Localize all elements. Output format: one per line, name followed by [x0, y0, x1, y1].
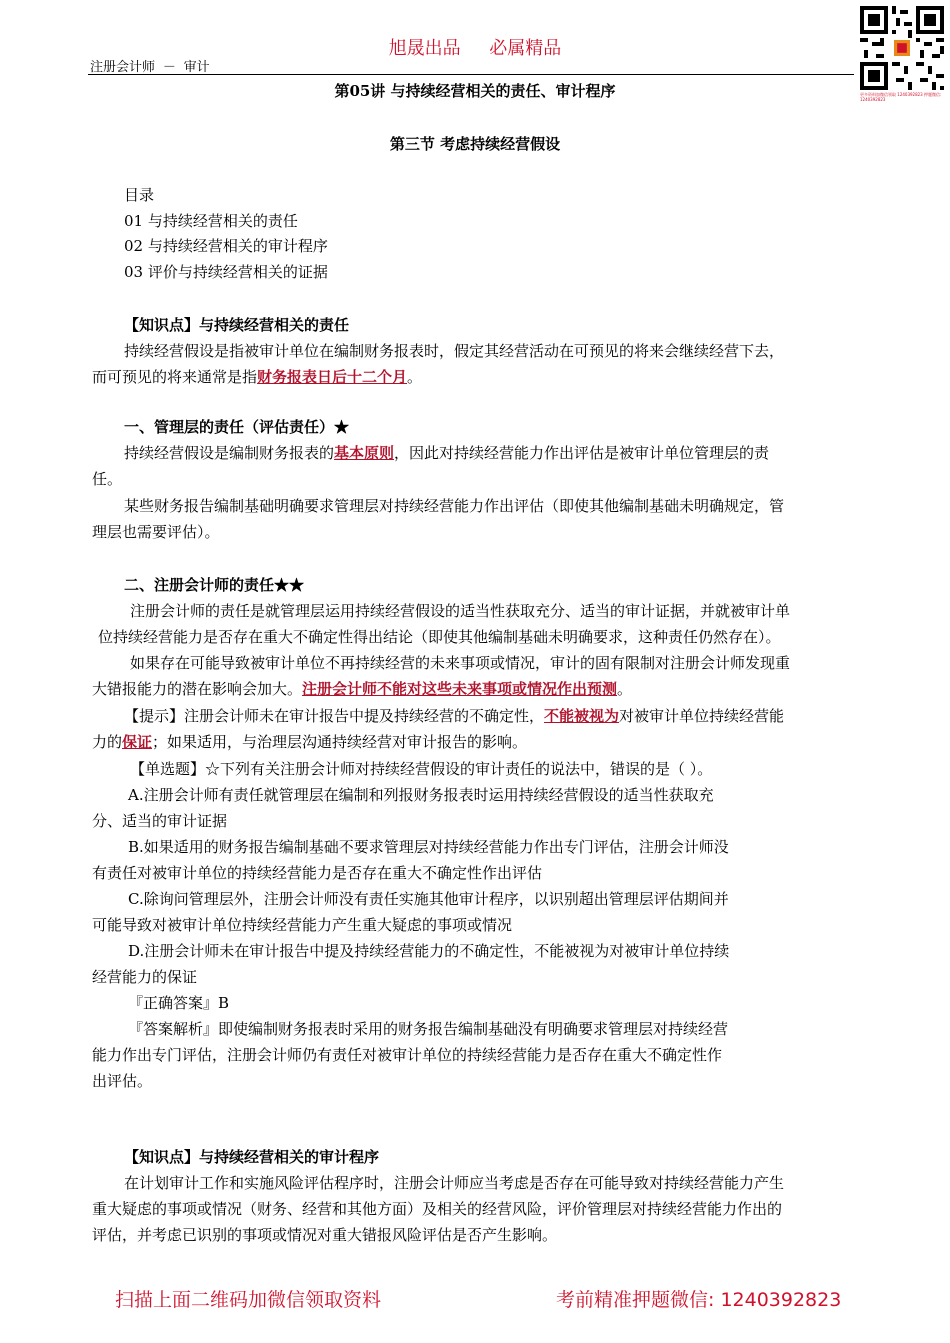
option-a-line-2: 分、适当的审计证据	[92, 812, 228, 830]
section-title: 第三节 考虑持续经营假设	[389, 135, 561, 153]
kp2-line-2: 重大疑虑的事项或情况（财务、经营和其他方面）及相关的经营风险，评价管理层对持续经营能力作出的	[92, 1200, 783, 1218]
question-stem: 【单选题】☆下列有关注册会计师对持续经营假设的审计责任的说法中，错误的是（ ）。	[130, 760, 713, 778]
cpa-heading: 二、注册会计师的责任★★	[124, 576, 305, 594]
header-divider	[88, 74, 854, 75]
option-b-line-1: B.如果适用的财务报告编制基础不要求管理层对持续经营能力作出专门评估，注册会计师没	[128, 838, 729, 856]
kp1-heading: 【知识点】与持续经营相关的责任	[124, 316, 350, 334]
kp2-heading: 【知识点】与持续经营相关的审计程序	[124, 1148, 380, 1166]
correct-answer: 『正确答案』B	[128, 994, 230, 1012]
cpa-line-1: 注册会计师的责任是就管理层运用持续经营假设的适当性获取充分、适当的审计证据，并就被审计单	[130, 602, 791, 620]
mgmt-line-1: 持续经营假设是编制财务报表的基本原则，因此对持续经营能力作出评估是被审计单位管理层的责	[124, 444, 770, 462]
option-d-line-2: 经营能力的保证	[92, 968, 198, 986]
toc-item-3: 03 评价与持续经营相关的证据	[124, 263, 328, 281]
mgmt-line-3: 某些财务报告编制基础明确要求管理层对持续经营能力作出评估（即使其他编制基础未明确规定，管	[124, 497, 785, 515]
course-title: 注册会计师 － 审计	[90, 60, 210, 75]
option-c-line-2: 可能导致对被审计单位持续经营能力产生重大疑虑的事项或情况	[92, 916, 513, 934]
tip-line-1: 【提示】注册会计师未在审计报告中提及持续经营的不确定性，不能被视为对被审计单位持续经营能	[124, 707, 785, 725]
mgmt-line-2: 任。	[92, 470, 123, 488]
explanation-line-3: 出评估。	[92, 1072, 153, 1090]
qr-caption: 更多资料加微信领取 1240392823 押题微信: 1240392823	[860, 92, 942, 102]
kp1-line-2: 而可预见的将来通常是指财务报表日后十二个月。	[92, 368, 423, 386]
kp1-line-1: 持续经营假设是指被审计单位在编制财务报表时，假定其经营活动在可预见的将来会继续经营下去，	[124, 342, 785, 360]
option-c-line-1: C.除询问管理层外，注册会计师没有责任实施其他审计程序，以识别超出管理层评估期间并	[128, 890, 729, 908]
cpa-line-2: 位持续经营能力是否存在重大不确定性得出结论（即使其他编制基础未明确要求，这种责任仍然存在）。	[98, 628, 781, 646]
header-slogan: 旭晟出品 必属精品	[388, 38, 562, 59]
lecture-title: 第05讲 与持续经营相关的责任、审计程序	[334, 82, 616, 100]
toc-item-1: 01 与持续经营相关的责任	[124, 212, 298, 230]
mgmt-line-4: 理层也需要评估）。	[92, 523, 220, 541]
footer-scan-note: 扫描上面二维码加微信领取资料	[115, 1289, 382, 1311]
cpa-line-4: 大错报能力的潜在影响会加大。注册会计师不能对这些未来事项或情况作出预测。	[92, 680, 633, 698]
cpa-line-3: 如果存在可能导致被审计单位不再持续经营的未来事项或情况，审计的固有限制对注册会计师发现重	[130, 654, 791, 672]
option-d-line-1: D.注册会计师未在审计报告中提及持续经营能力的不确定性，不能被视为对被审计单位持续	[128, 942, 730, 960]
kp2-line-1: 在计划审计工作和实施风险评估程序时，注册会计师应当考虑是否存在可能导致对持续经营能力产生	[124, 1174, 785, 1192]
qr-code-icon	[860, 6, 944, 90]
tip-line-2: 力的保证；如果适用，与治理层沟通持续经营对审计报告的影响。	[92, 733, 528, 751]
toc-item-2: 02 与持续经营相关的审计程序	[124, 237, 328, 255]
explanation-line-2: 能力作出专门评估，注册会计师仍有责任对被审计单位的持续经营能力是否存在重大不确定性作	[92, 1046, 723, 1064]
option-b-line-2: 有责任对被审计单位的持续经营能力是否存在重大不确定性作出评估	[92, 864, 543, 882]
explanation-line-1: 『答案解析』即使编制财务报表时采用的财务报告编制基础没有明确要求管理层对持续经营	[128, 1020, 729, 1038]
kp2-line-3: 评估，并考虑已识别的事项或情况对重大错报风险评估是否产生影响。	[92, 1226, 558, 1244]
option-a-line-1: A.注册会计师有责任就管理层在编制和列报财务报表时运用持续经营假设的适当性获取充	[128, 786, 714, 804]
mgmt-heading: 一、管理层的责任（评估责任）★	[124, 418, 350, 436]
toc-heading: 目录	[124, 186, 155, 204]
footer-wechat-note: 考前精准押题微信: 1240392823	[556, 1289, 842, 1311]
